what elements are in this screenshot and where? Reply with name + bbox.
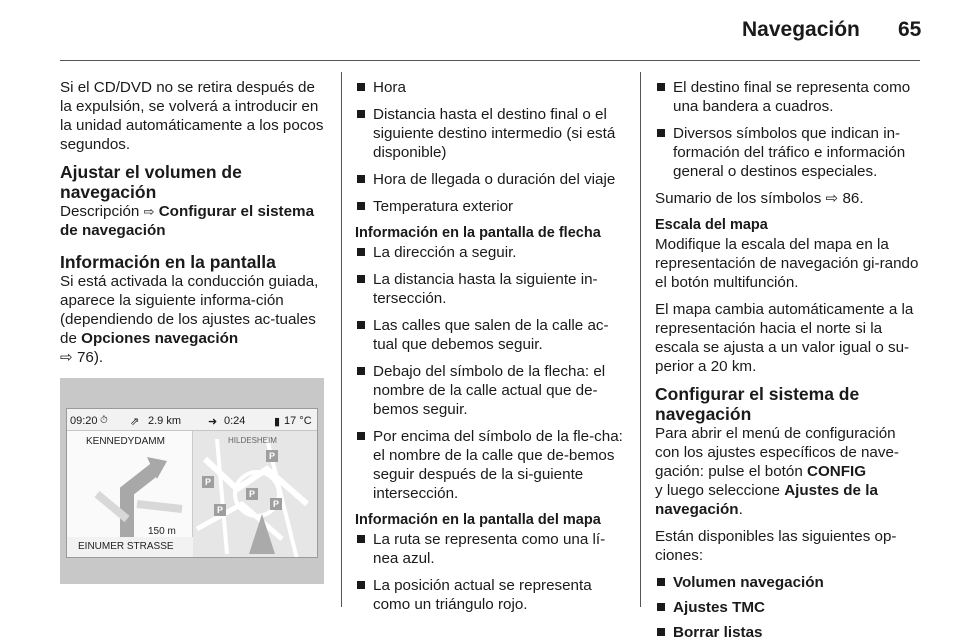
cd-dvd-paragraph: Si el CD/DVD no se retira después de la expulsión, se volverá a introducir en la unidad automáticamente a los pocos segundos. xyxy=(60,79,324,153)
nav-street-bottom: EINUMER STRASSE xyxy=(78,541,174,552)
options-list xyxy=(655,573,923,642)
config-paragraph: Para abrir el menú de configuración con los ajustes específicos de nave-gación: pulse el botón CONFIG y luego seleccione Ajustes de la navegación. xyxy=(655,425,899,518)
volume-description: Descripción ⇨ Configurar el sistema de navegación xyxy=(60,203,315,239)
list-item: El destino final se representa como una bandera a cuadros. xyxy=(655,78,923,116)
page-number: 65 xyxy=(898,18,922,41)
config-button-label: CONFIG xyxy=(807,463,867,480)
arrival-icon: ➜ xyxy=(208,416,218,428)
arrow-screen-heading: Información en la pantalla de flecha xyxy=(355,225,601,241)
list-item: Diversos símbolos que indican in-formación del tráfico e información general o destinos especiales. xyxy=(655,124,923,181)
list-item: Hora xyxy=(355,78,627,97)
list-item: Hora de llegada o duración del viaje xyxy=(355,170,627,189)
options-ref[interactable]: ⇨ 76). xyxy=(60,349,104,366)
list-item: Debajo del símbolo de la flecha: el nombre de la calle actual que de-bemos seguir. xyxy=(355,362,627,419)
column-divider-2 xyxy=(640,72,641,607)
auto-north-paragraph: El mapa cambia automáticamente a la representación hacia el norte si la escala se ajusta a un valor igual o su-perior a 20 km. xyxy=(655,301,914,375)
top-line-list xyxy=(355,78,627,216)
list-item: La distancia hasta la siguiente in-tersección. xyxy=(355,270,627,308)
info-paragraph: Si está activada la conducción guiada, aparece la siguiente informa-ción (dependiendo de los ajustes ac-tuales de Opciones navegación ⇨ 76). xyxy=(60,273,319,366)
parking-icon: P xyxy=(246,488,258,500)
list-item: Borrar listas xyxy=(655,623,923,642)
list-item: La posición actual se representa como un triángulo rojo. xyxy=(355,576,627,614)
list-item: La ruta se representa como una lí-nea azul. xyxy=(355,530,627,568)
navigation-screen-illustration xyxy=(60,378,324,584)
column-divider-1 xyxy=(341,72,342,607)
ref-arrow-icon: ⇨ xyxy=(143,204,155,219)
map-screen-list xyxy=(355,530,627,614)
info-heading: Información en la pantalla xyxy=(60,252,276,272)
nav-turn-distance: 150 m xyxy=(148,526,176,537)
nav-duration: 0:24 xyxy=(224,415,246,427)
list-item: Por encima del símbolo de la fle-cha: el nombre de la calle que de-bemos seguir después de la si-guiente intersección. xyxy=(355,427,627,503)
list-item: Temperatura exterior xyxy=(355,197,627,216)
config-link[interactable]: Configurar el sistema de navegación xyxy=(60,203,315,239)
column-1 xyxy=(60,78,328,398)
header-divider xyxy=(60,60,920,61)
list-item: Distancia hasta el destino final o el siguiente destino intermedio (si está disponible) xyxy=(355,105,627,162)
thermometer-icon: ▮ xyxy=(274,416,281,428)
map-screen-list-continued xyxy=(655,78,923,181)
nav-temperature: 17 °C xyxy=(284,415,312,427)
nav-city: HILDESHEIM xyxy=(228,436,277,445)
list-item: Las calles que salen de la calle ac-tual que debemos seguir. xyxy=(355,316,627,354)
list-item: La dirección a seguir. xyxy=(355,243,627,262)
parking-icon: P xyxy=(266,450,278,462)
parking-icon: P xyxy=(270,498,282,510)
list-item: Ajustes TMC xyxy=(655,598,923,617)
parking-icon: P xyxy=(202,476,214,488)
map-scale-paragraph: Modifique la escala del mapa en la representación de navegación gi-rando el botón multifunción. xyxy=(655,236,919,291)
page-title: Navegación xyxy=(742,18,860,41)
nav-top-bar xyxy=(66,410,318,432)
arrow-screen-list xyxy=(355,243,627,503)
clock-icon: ⏱ xyxy=(100,415,108,426)
volume-heading: Ajustar el volumen de navegación xyxy=(60,162,242,202)
nav-time: 09:20 xyxy=(70,415,98,427)
config-heading: Configurar el sistema de navegación xyxy=(655,384,860,424)
options-intro: Están disponibles las siguientes op-ciones: xyxy=(655,528,897,564)
parking-icon: P xyxy=(214,504,226,516)
map-scale-heading: Escala del mapa xyxy=(655,217,768,233)
nav-distance: 2.9 km xyxy=(148,415,182,427)
symbols-summary: Sumario de los símbolos ⇨ 86. xyxy=(655,190,864,207)
symbols-ref[interactable]: ⇨ 86. xyxy=(825,190,864,207)
route-icon: ⇗ xyxy=(130,416,140,428)
map-screen-heading: Información en la pantalla del mapa xyxy=(355,512,601,528)
list-item: Volumen navegación xyxy=(655,573,923,592)
column-3 xyxy=(655,78,923,642)
nav-street-top: KENNEDYDAMM xyxy=(86,436,165,447)
column-2 xyxy=(355,78,627,622)
nav-settings-label: Ajustes de la navegación xyxy=(655,482,878,518)
